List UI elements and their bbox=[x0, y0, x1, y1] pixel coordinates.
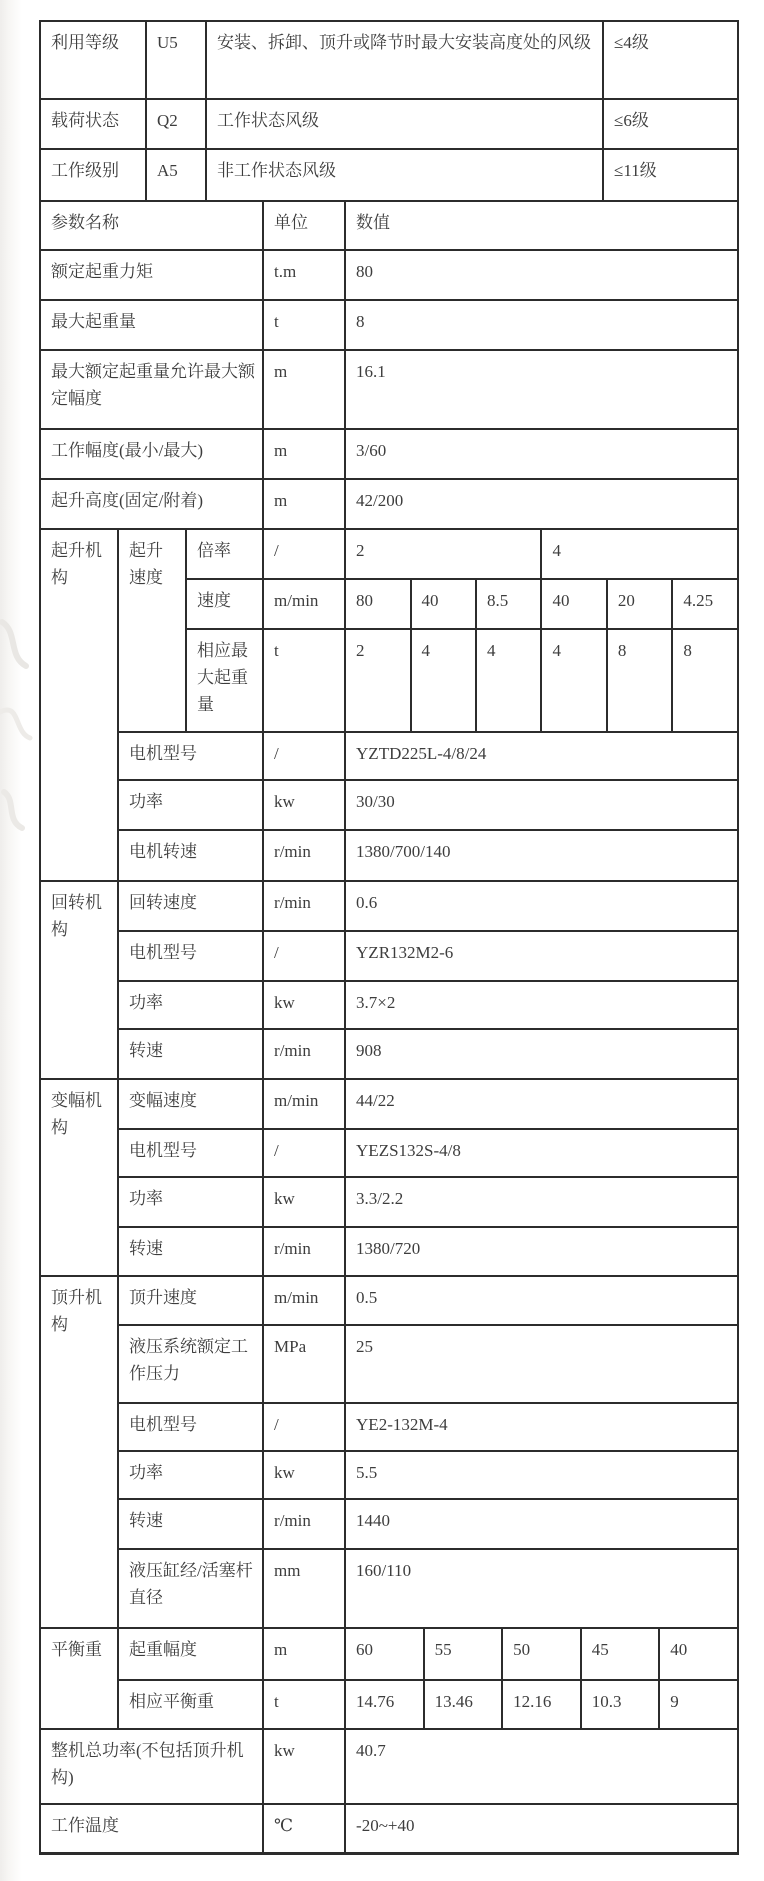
param-unit: / bbox=[263, 1129, 345, 1177]
param-unit: kw bbox=[263, 1729, 345, 1804]
param-value: 160/110 bbox=[345, 1549, 738, 1628]
rating-table bbox=[39, 20, 739, 202]
data-cell: 8 bbox=[607, 629, 672, 732]
param-unit: m/min bbox=[263, 1276, 345, 1325]
param-row bbox=[40, 1680, 738, 1729]
param-label: 回转速度 bbox=[118, 881, 263, 931]
page-edge-shading bbox=[0, 0, 22, 1881]
param-row bbox=[40, 1029, 738, 1079]
param-name-header: 参数名称 bbox=[40, 201, 263, 250]
param-value: 5.5 bbox=[345, 1451, 738, 1499]
wind-limit-value: ≤6级 bbox=[603, 99, 738, 149]
param-row bbox=[40, 1628, 738, 1680]
param-unit: m bbox=[263, 350, 345, 429]
param-unit: kw bbox=[263, 1451, 345, 1499]
data-cell: 14.76 bbox=[345, 1680, 424, 1729]
data-cell: 2 bbox=[345, 529, 541, 579]
param-value: 3.3/2.2 bbox=[345, 1177, 738, 1227]
param-unit: m/min bbox=[263, 579, 345, 629]
param-label: 功率 bbox=[118, 1177, 263, 1227]
rating-grade-label: 载荷状态 bbox=[40, 99, 146, 149]
param-value: 0.5 bbox=[345, 1276, 738, 1325]
data-cell: 9 bbox=[659, 1680, 738, 1729]
param-label: 电机型号 bbox=[118, 1403, 263, 1451]
param-unit: kw bbox=[263, 1177, 345, 1227]
param-row bbox=[40, 300, 738, 350]
data-cell: 55 bbox=[424, 1628, 503, 1680]
param-unit: r/min bbox=[263, 881, 345, 931]
param-label: 液压缸经/活塞杆直径 bbox=[118, 1549, 263, 1628]
param-row bbox=[40, 1129, 738, 1177]
param-value: 3/60 bbox=[345, 429, 738, 479]
param-label: 工作幅度(最小/最大) bbox=[40, 429, 263, 479]
param-row bbox=[40, 1227, 738, 1276]
param-row bbox=[40, 350, 738, 429]
param-value: YEZS132S-4/8 bbox=[345, 1129, 738, 1177]
param-label: 倍率 bbox=[186, 529, 263, 579]
group-label-slewing: 回转机构 bbox=[40, 881, 118, 1079]
param-label: 转速 bbox=[118, 1029, 263, 1079]
param-value: 80 bbox=[345, 250, 738, 300]
spec-document bbox=[39, 20, 737, 1855]
data-cell: 2 bbox=[345, 629, 410, 732]
param-row bbox=[40, 1403, 738, 1451]
param-unit: r/min bbox=[263, 1227, 345, 1276]
param-row bbox=[40, 250, 738, 300]
data-cell: 60 bbox=[345, 1628, 424, 1680]
param-unit: MPa bbox=[263, 1325, 345, 1403]
data-cell: 8 bbox=[672, 629, 738, 732]
param-row bbox=[40, 1804, 738, 1853]
group-label-luffing: 变幅机构 bbox=[40, 1079, 118, 1276]
param-label: 液压系统额定工作压力 bbox=[118, 1325, 263, 1403]
param-label: 起重幅度 bbox=[118, 1628, 263, 1680]
group-label-jacking: 顶升机构 bbox=[40, 1276, 118, 1628]
param-unit: / bbox=[263, 931, 345, 981]
param-row bbox=[40, 479, 738, 529]
param-unit: ℃ bbox=[263, 1804, 345, 1853]
param-label: 额定起重力矩 bbox=[40, 250, 263, 300]
param-unit: m bbox=[263, 1628, 345, 1680]
param-value: YZTD225L-4/8/24 bbox=[345, 732, 738, 780]
rating-grade-value: A5 bbox=[146, 149, 206, 201]
param-row bbox=[40, 1325, 738, 1403]
param-unit: kw bbox=[263, 780, 345, 830]
param-label: 电机转速 bbox=[118, 830, 263, 881]
param-row bbox=[40, 529, 738, 579]
param-value: 0.6 bbox=[345, 881, 738, 931]
param-row bbox=[40, 981, 738, 1029]
data-cell: 4 bbox=[541, 529, 738, 579]
rating-grade-label: 工作级别 bbox=[40, 149, 146, 201]
param-unit: t.m bbox=[263, 250, 345, 300]
param-unit: m bbox=[263, 429, 345, 479]
data-cell: 10.3 bbox=[581, 1680, 660, 1729]
param-label: 转速 bbox=[118, 1499, 263, 1549]
rating-row bbox=[40, 149, 738, 201]
param-label: 速度 bbox=[186, 579, 263, 629]
wind-limit-value: ≤11级 bbox=[603, 149, 738, 201]
param-unit: m/min bbox=[263, 1079, 345, 1129]
param-unit: t bbox=[263, 629, 345, 732]
param-label: 功率 bbox=[118, 1451, 263, 1499]
param-value: 3.7×2 bbox=[345, 981, 738, 1029]
param-unit: r/min bbox=[263, 830, 345, 881]
wind-limit-value: ≤4级 bbox=[603, 21, 738, 99]
param-value: -20~+40 bbox=[345, 1804, 738, 1853]
param-row bbox=[40, 1729, 738, 1804]
param-unit: t bbox=[263, 300, 345, 350]
param-row bbox=[40, 1499, 738, 1549]
param-row bbox=[40, 881, 738, 931]
param-unit: / bbox=[263, 529, 345, 579]
data-cell: 13.46 bbox=[424, 1680, 503, 1729]
param-value: 908 bbox=[345, 1029, 738, 1079]
param-label: 相应最大起重量 bbox=[186, 629, 263, 732]
param-unit: kw bbox=[263, 981, 345, 1029]
param-value: 1380/700/140 bbox=[345, 830, 738, 881]
data-cell: 40 bbox=[541, 579, 606, 629]
group-label-counterweight: 平衡重 bbox=[40, 1628, 118, 1729]
rating-grade-label: 利用等级 bbox=[40, 21, 146, 99]
param-value: 40.7 bbox=[345, 1729, 738, 1804]
param-row bbox=[40, 1177, 738, 1227]
param-value: 1440 bbox=[345, 1499, 738, 1549]
param-label: 功率 bbox=[118, 780, 263, 830]
param-label: 顶升速度 bbox=[118, 1276, 263, 1325]
param-header-row bbox=[40, 201, 738, 250]
param-label: 最大额定起重量允许最大额定幅度 bbox=[40, 350, 263, 429]
param-value: 1380/720 bbox=[345, 1227, 738, 1276]
param-value: 30/30 bbox=[345, 780, 738, 830]
value-header: 数值 bbox=[345, 201, 738, 250]
param-row bbox=[40, 1079, 738, 1129]
unit-header: 单位 bbox=[263, 201, 345, 250]
param-value: YE2-132M-4 bbox=[345, 1403, 738, 1451]
data-cell: 4.25 bbox=[672, 579, 738, 629]
param-unit: t bbox=[263, 1680, 345, 1729]
data-cell: 80 bbox=[345, 579, 410, 629]
data-cell: 40 bbox=[659, 1628, 738, 1680]
param-row bbox=[40, 1549, 738, 1628]
param-unit: r/min bbox=[263, 1029, 345, 1079]
param-label: 工作温度 bbox=[40, 1804, 263, 1853]
param-unit: / bbox=[263, 732, 345, 780]
param-label: 电机型号 bbox=[118, 931, 263, 981]
param-row bbox=[40, 830, 738, 881]
background-watermark bbox=[0, 560, 42, 880]
data-cell: 12.16 bbox=[502, 1680, 581, 1729]
param-label: 整机总功率(不包括顶升机构) bbox=[40, 1729, 263, 1804]
wind-condition-label: 非工作状态风级 bbox=[206, 149, 603, 201]
data-cell: 50 bbox=[502, 1628, 581, 1680]
param-label: 功率 bbox=[118, 981, 263, 1029]
rating-row bbox=[40, 21, 738, 99]
wind-condition-label: 工作状态风级 bbox=[206, 99, 603, 149]
param-row bbox=[40, 429, 738, 479]
param-value: YZR132M2-6 bbox=[345, 931, 738, 981]
param-value: 8 bbox=[345, 300, 738, 350]
param-label: 电机型号 bbox=[118, 1129, 263, 1177]
param-value: 25 bbox=[345, 1325, 738, 1403]
param-value: 16.1 bbox=[345, 350, 738, 429]
param-label: 电机型号 bbox=[118, 732, 263, 780]
rating-row bbox=[40, 99, 738, 149]
param-row bbox=[40, 780, 738, 830]
param-row bbox=[40, 1276, 738, 1325]
param-value: 44/22 bbox=[345, 1079, 738, 1129]
param-unit: / bbox=[263, 1403, 345, 1451]
param-row bbox=[40, 931, 738, 981]
rating-grade-value: Q2 bbox=[146, 99, 206, 149]
param-unit: m bbox=[263, 479, 345, 529]
param-row bbox=[40, 1451, 738, 1499]
data-cell: 40 bbox=[411, 579, 476, 629]
data-cell: 20 bbox=[607, 579, 672, 629]
data-cell: 8.5 bbox=[476, 579, 541, 629]
param-unit: mm bbox=[263, 1549, 345, 1628]
group-label-hoist: 起升机构 bbox=[40, 529, 118, 881]
data-cell: 45 bbox=[581, 1628, 660, 1680]
parameters-table bbox=[39, 200, 739, 1855]
data-cell: 4 bbox=[541, 629, 606, 732]
param-label: 最大起重量 bbox=[40, 300, 263, 350]
param-label: 起升高度(固定/附着) bbox=[40, 479, 263, 529]
param-unit: r/min bbox=[263, 1499, 345, 1549]
wind-condition-label: 安装、拆卸、顶升或降节时最大安装高度处的风级 bbox=[206, 21, 603, 99]
param-row bbox=[40, 732, 738, 780]
param-label: 转速 bbox=[118, 1227, 263, 1276]
data-cell: 4 bbox=[476, 629, 541, 732]
data-cell: 4 bbox=[411, 629, 476, 732]
param-label: 变幅速度 bbox=[118, 1079, 263, 1129]
subgroup-label-hoist-speed: 起升速度 bbox=[118, 529, 186, 732]
param-value: 42/200 bbox=[345, 479, 738, 529]
param-label: 相应平衡重 bbox=[118, 1680, 263, 1729]
rating-grade-value: U5 bbox=[146, 21, 206, 99]
